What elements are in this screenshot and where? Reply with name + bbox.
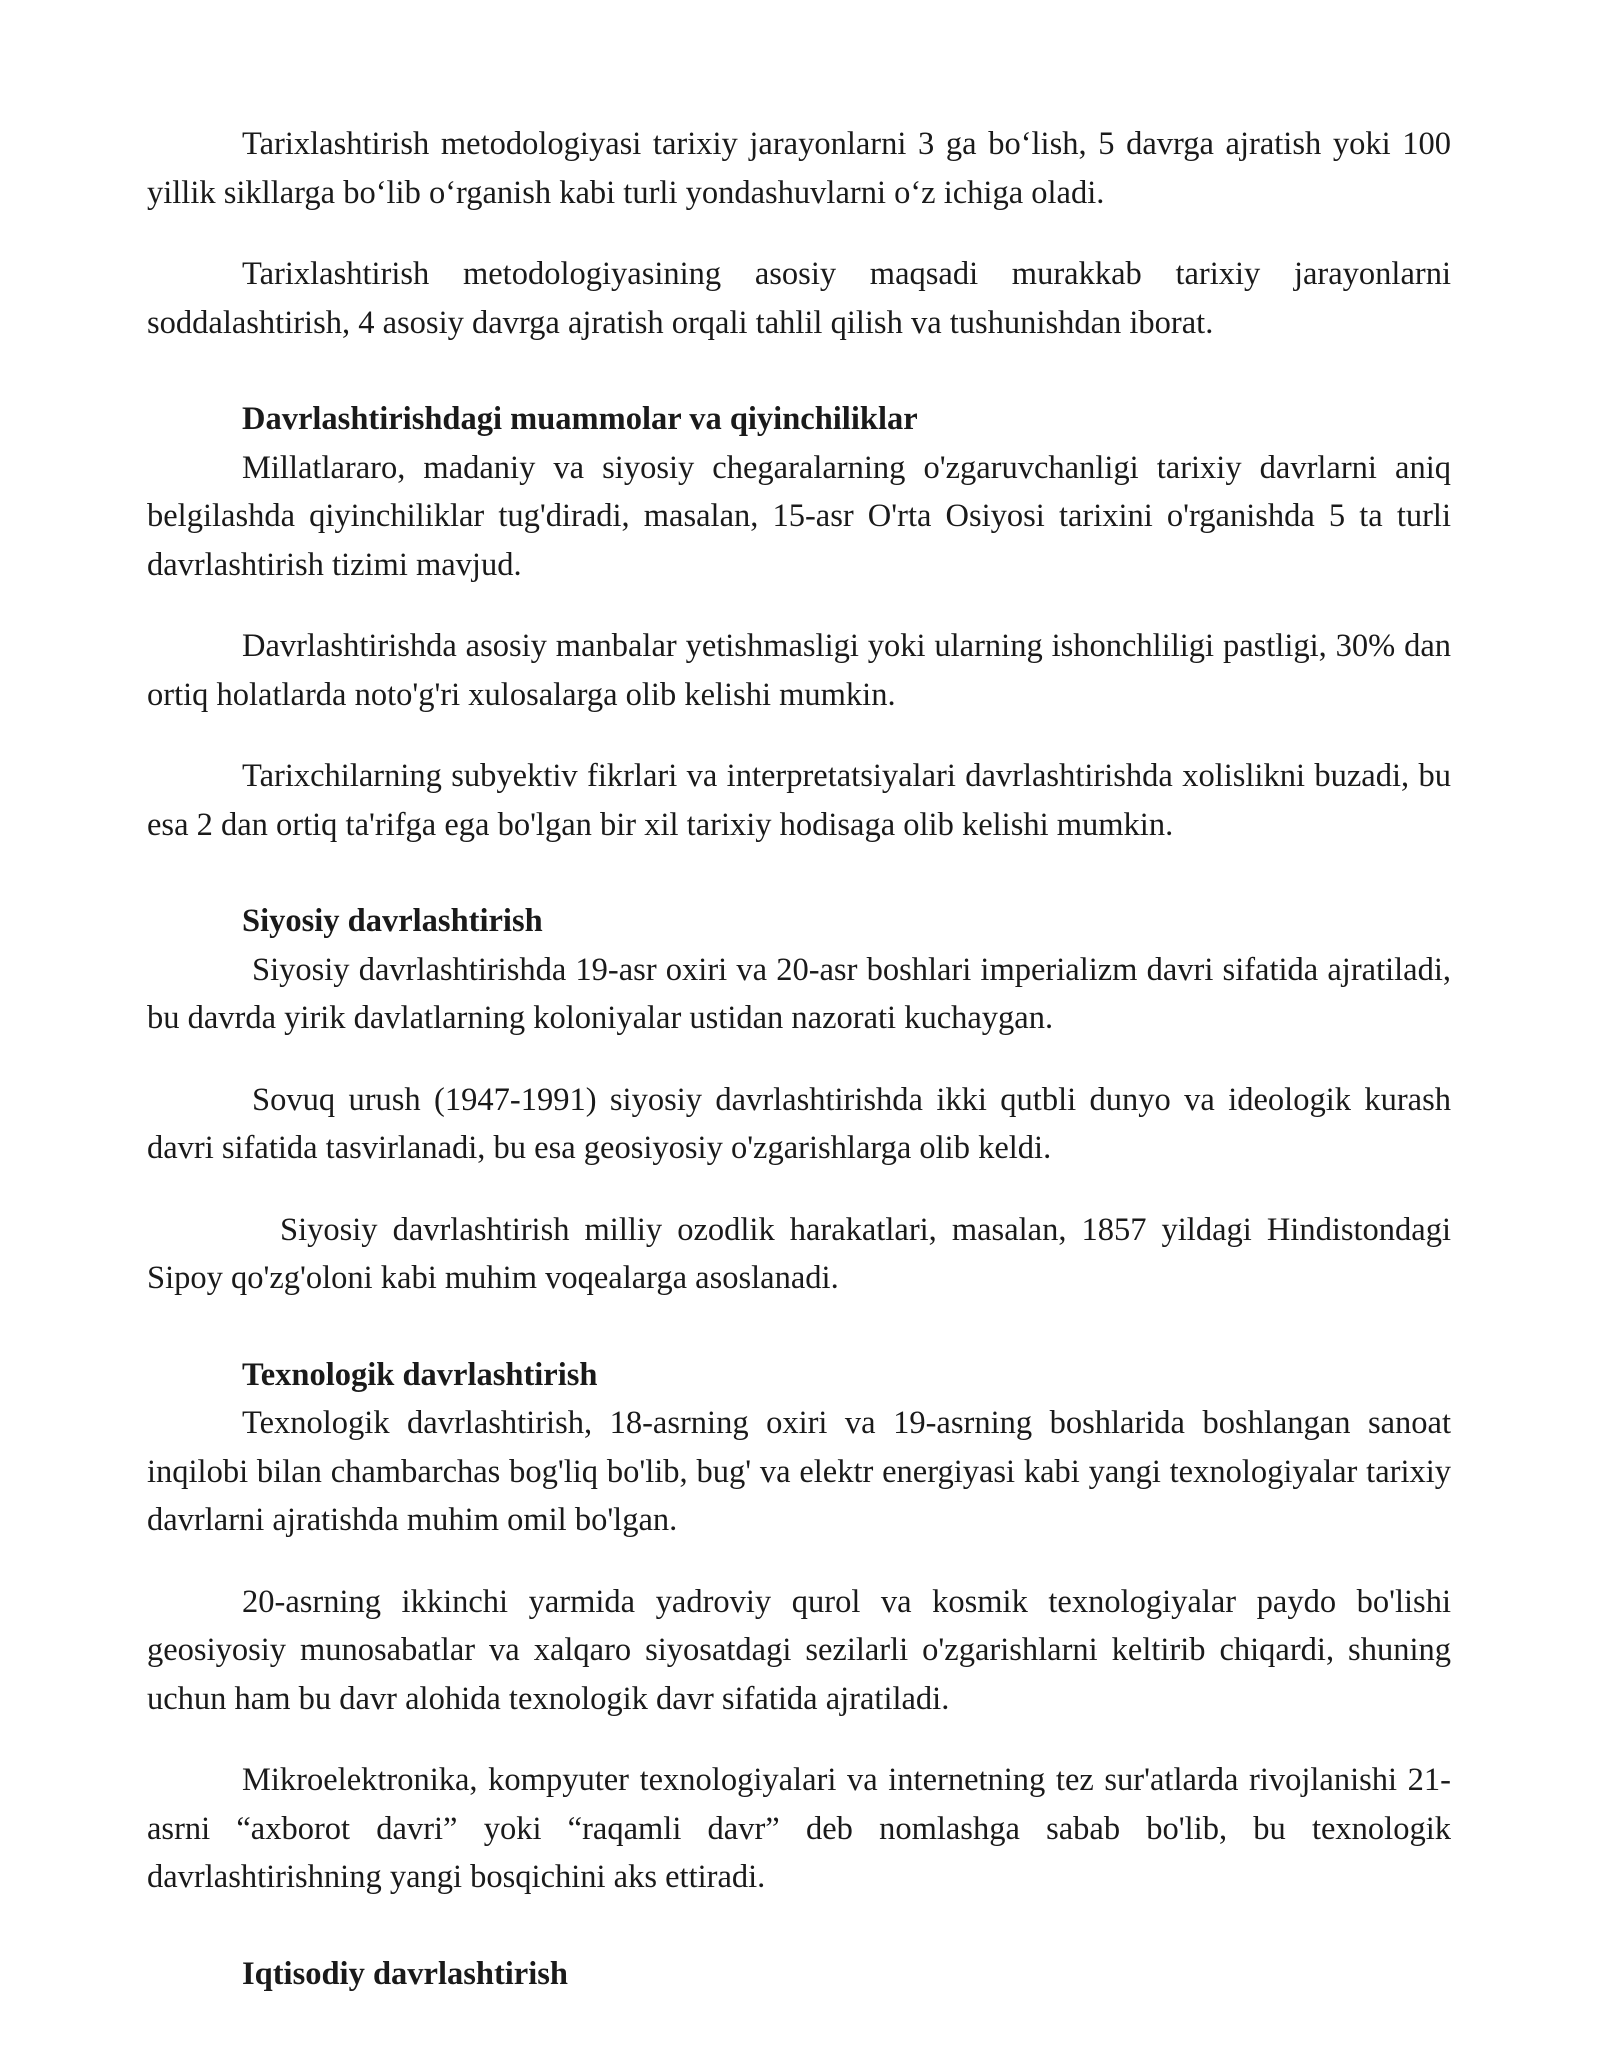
- paragraph-nuclear-space: 20-asrning ikkinchi yarmida yadroviy qurol va kosmik texnologiyalar paydo bo'lishi geosiyosiy munosabatlar va xalqaro siyosatdagi sezilarli o'zgarishlarni keltirib chiqardi, shuning uchun ham bu davr alohida texnologik davr sifatida ajratiladi.: [147, 1583, 1451, 1717]
- document-page: [147, 120, 1451, 1998]
- paragraph-liberation: Siyosiy davrlashtirish milliy ozodlik harakatlari, masalan, 1857 yildagi Hindistondagi Sipoy qo'zg'oloni kabi muhim voqealarga asoslanadi.: [147, 1211, 1451, 1296]
- heading-problems: Davrlashtirishdagi muammolar va qiyinchiliklar: [242, 401, 918, 437]
- paragraph-information-age: Mikroelektronika, kompyuter texnologiyalari va internetning tez sur'atlarda rivojlanishi 21-asrni “axborot davri” yoki “raqamli davr” deb nomlashga sabab bo'lib, bu texnologik davrlashtirishning yangi bosqichini aks ettiradi.: [147, 1762, 1451, 1895]
- heading-economic: Iqtisodiy davrlashtirish: [242, 1955, 568, 1992]
- heading-political: Siyosiy davrlashtirish: [242, 903, 543, 939]
- paragraph-industrial-revolution: Texnologik davrlashtirish, 18-asrning oxiri va 19-asrning boshlarida boshlangan sanoat inqilobi bilan chambarchas bog'liq bo'lib, bug' va elektr energiyasi kabi yangi texnologiyalar tarixiy davrlarni ajratishda muhim omil bo'lgan.: [147, 1405, 1451, 1538]
- paragraph-imperialism: Siyosiy davrlashtirishda 19-asr oxiri va 20-asr boshlari imperializm davri sifatida ajratiladi, bu davrda yirik davlatlarning koloniyalar ustidan nazorati kuchaygan.: [147, 951, 1451, 1036]
- paragraph-sources: Davrlashtirishda asosiy manbalar yetishmasligi yoki ularning ishonchliligi pastligi, 30% dan ortiq holatlarda noto'g'ri xulosalarga olib kelishi mumkin.: [147, 628, 1451, 713]
- paragraph-boundaries: Millatlararo, madaniy va siyosiy chegaralarning o'zgaruvchanligi tarixiy davrlarni aniq belgilashda qiyinchiliklar tug'diradi, masalan, 15-asr O'rta Osiyosi tarixini o'rganishda 5 ta turli davrlashtirish tizimi mavjud.: [147, 449, 1451, 583]
- paragraph-cold-war: Sovuq urush (1947-1991) siyosiy davrlashtirishda ikki qutbli dunyo va ideologik kurash davri sifatida tasvirlanadi, bu esa geosiyosiy o'zgarishlarga olib keldi.: [147, 1081, 1451, 1166]
- heading-technological: Texnologik davrlashtirish: [242, 1356, 598, 1393]
- paragraph-subjectivity: Tarixchilarning subyektiv fikrlari va interpretatsiyalari davrlashtirishda xolislikni buzadi, bu esa 2 dan ortiq ta'rifga ega bo'lgan bir xil tarixiy hodisaga olib kelishi mumkin.: [147, 758, 1451, 843]
- paragraph-methodology-approaches: Tarixlashtirish metodologiyasi tarixiy jarayonlarni 3 ga bo‘lish, 5 davrga ajratish yoki 100 yillik sikllarga bo‘lib o‘rganish kabi turli yondashuvlarni o‘z ichiga oladi.: [147, 126, 1451, 211]
- paragraph-methodology-goal: Tarixlashtirish metodologiyasining asosiy maqsadi murakkab tarixiy jarayonlarni soddalashtirish, 4 asosiy davrga ajratish orqali tahlil qilish va tushunishdan iborat.: [147, 256, 1451, 341]
